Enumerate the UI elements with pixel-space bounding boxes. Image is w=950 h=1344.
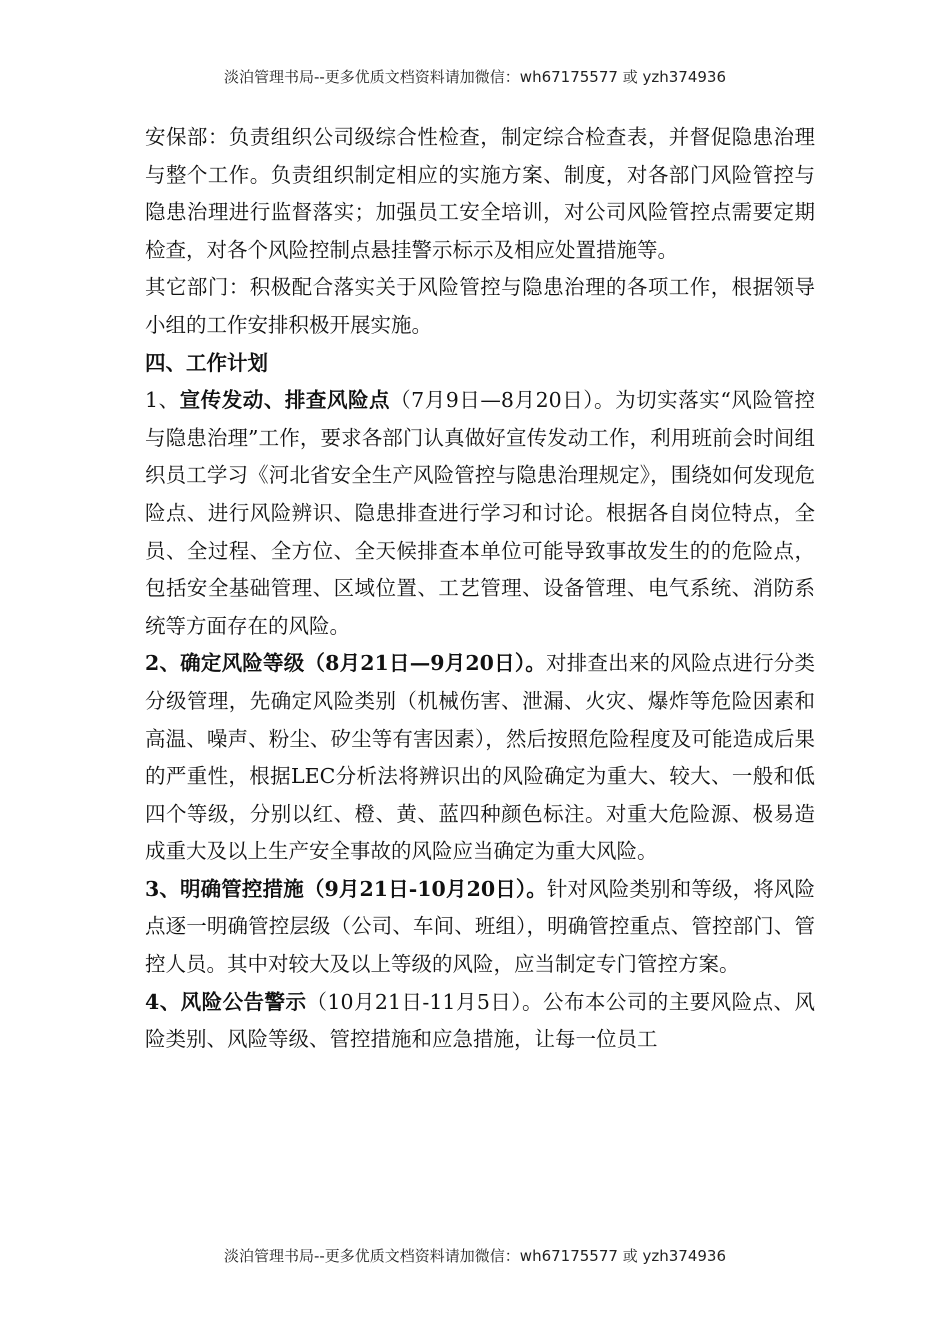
paragraph-other-departments: 其它部门：积极配合落实关于风险管控与隐患治理的各项工作，根据领导小组的工作安排积极开展实施。	[145, 275, 815, 337]
item1-number: 1、	[145, 388, 180, 413]
paragraph-anbao: 安保部：负责组织公司级综合性检查，制定综合检查表，并督促隐患治理与整个工作。负责组织制定相应的实施方案、制度，对各部门风险管控与隐患治理进行监督落实；加强员工安全培训，对公司风险管控点需要定期检查，对各个风险控制点悬挂警示标示及相应处置措施等。	[145, 125, 815, 262]
item3-text: 针对风险类别和等级，将风险点逐一明确管控层级（公司、车间、班组），明确管控重点、管控部门、管控人员。其中对较大及以上等级的风险，应当制定专门管控方案。	[145, 876, 816, 977]
item2-text: 对排查出来的风险点进行分类分级管理，先确定风险类别（机械伤害、泄漏、火灾、爆炸等危险因素和高温、噪声、粉尘、矽尘等有害因素），然后按照危险程度及可能造成后果的严重性，根据LEC分析法将辨识出的风险确定为重大、较大、一般和低四个等级，分别以红、橙、黄、蓝四种颜色标注。对重大危险源、极易造成重大及以上生产安全事故的风险应当确定为重大风险。	[145, 651, 815, 864]
item4-heading: 4、风险公告警示	[145, 989, 307, 1014]
item4-date: （10月21日-11月5日）	[306, 989, 523, 1014]
page-footer: 淡泊管理书局--更多优质文档资料请加微信：wh67175577 或 yzh374936	[223, 1247, 726, 1265]
item1-title: 宣传发动、排查风险点	[179, 388, 391, 413]
plan-item-2	[145, 645, 815, 871]
item4-text: 。公布本公司的主要风险点、风险类别、风险等级、管控措施和应急措施，让每一位员工	[145, 989, 816, 1052]
item1-text: 。为切实落实“风险管控与隐患治理”工作，要求各部门认真做好宣传发动工作，利用班前会时间组织员工学习《河北省安全生产风险管控与隐患治理规定》，围绕如何发现危险点、进行风险辨识、隐患排查进行学习和讨论。根据各自岗位特点，全员、全过程、全方位、全天候排查本单位可能导致事故发生的的危险点，包括安全基础管理、区域位置、工艺管理、设备管理、电气系统、消防系统等方面存在的风险。	[145, 388, 815, 638]
plan-item-3	[145, 871, 815, 984]
item3-heading: 3、明确管控措施（9月21日-10月20日）。	[145, 876, 547, 901]
item2-heading: 2、确定风险等级（8月21日—9月20日）。	[145, 651, 547, 676]
document-body	[145, 119, 815, 1059]
plan-item-4	[145, 984, 815, 1059]
plan-item-1	[145, 382, 815, 645]
section-heading: 四、工作计划	[145, 350, 268, 375]
item1-date: （7月9日—8月20日）	[390, 388, 595, 413]
page-header: 淡泊管理书局--更多优质文档资料请加微信：wh67175577 或 yzh374936	[223, 68, 726, 86]
